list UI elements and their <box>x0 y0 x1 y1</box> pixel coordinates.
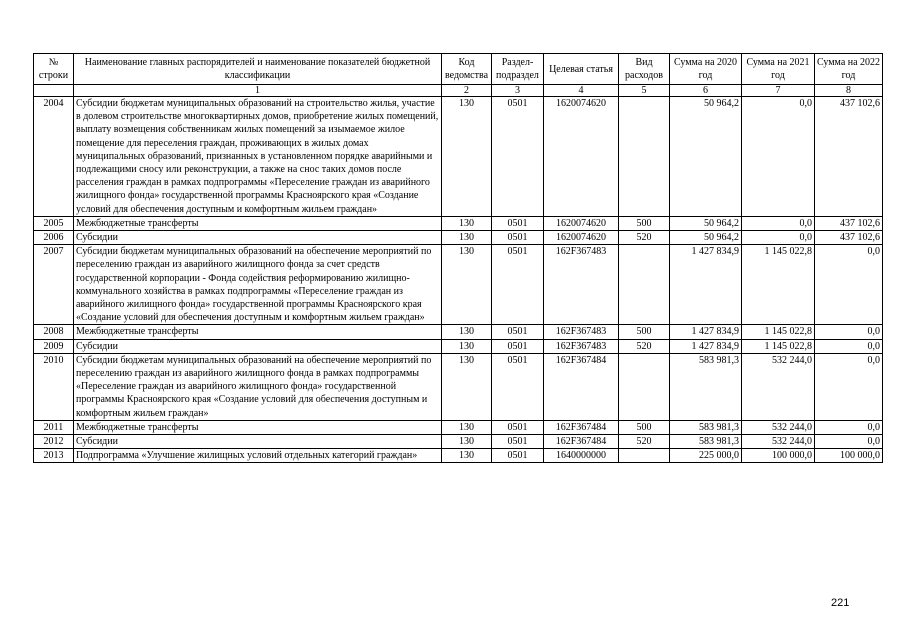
table-row <box>34 449 883 463</box>
table-row <box>34 435 883 449</box>
column-number: 4 <box>544 85 619 97</box>
table-row <box>34 216 883 230</box>
column-number: 5 <box>619 85 670 97</box>
row-dept-code: 130 <box>442 353 492 420</box>
row-sum-2020: 50 964,2 <box>670 97 742 217</box>
row-dept-code: 130 <box>442 245 492 325</box>
row-section: 0501 <box>492 435 544 449</box>
row-sum-2021: 1 145 022,8 <box>742 339 815 353</box>
row-target-article: 1620074620 <box>544 231 619 245</box>
row-target-article: 162F367484 <box>544 435 619 449</box>
row-sum-2021: 532 244,0 <box>742 353 815 420</box>
row-expense-type: 500 <box>619 216 670 230</box>
row-section: 0501 <box>492 420 544 434</box>
row-sum-2022: 0,0 <box>815 420 883 434</box>
column-number-row <box>34 85 883 97</box>
row-name: Субсидии <box>74 339 442 353</box>
row-dept-code: 130 <box>442 339 492 353</box>
header-target-article: Целевая статья <box>544 54 619 85</box>
row-number: 2007 <box>34 245 74 325</box>
row-sum-2022: 0,0 <box>815 353 883 420</box>
row-number: 2012 <box>34 435 74 449</box>
row-sum-2022: 100 000,0 <box>815 449 883 463</box>
row-section: 0501 <box>492 449 544 463</box>
table-row <box>34 353 883 420</box>
row-name: Подпрограмма «Улучшение жилищных условий отдельных категорий граждан» <box>74 449 442 463</box>
row-sum-2021: 1 145 022,8 <box>742 325 815 339</box>
table-row <box>34 231 883 245</box>
page-number: 221 <box>831 597 850 609</box>
row-sum-2021: 532 244,0 <box>742 435 815 449</box>
column-number: 7 <box>742 85 815 97</box>
row-number: 2010 <box>34 353 74 420</box>
header-dept-code: Код ведомства <box>442 54 492 85</box>
row-section: 0501 <box>492 216 544 230</box>
row-sum-2022: 437 102,6 <box>815 231 883 245</box>
row-target-article: 162F367483 <box>544 339 619 353</box>
table-row <box>34 339 883 353</box>
row-number: 2009 <box>34 339 74 353</box>
table-row <box>34 97 883 217</box>
row-target-article: 1640000000 <box>544 449 619 463</box>
row-section: 0501 <box>492 245 544 325</box>
row-sum-2021: 100 000,0 <box>742 449 815 463</box>
row-name: Межбюджетные трансферты <box>74 216 442 230</box>
column-number <box>34 85 74 97</box>
row-section: 0501 <box>492 353 544 420</box>
row-sum-2020: 1 427 834,9 <box>670 325 742 339</box>
row-expense-type: 520 <box>619 435 670 449</box>
header-sum-2021: Сумма на 2021 год <box>742 54 815 85</box>
row-sum-2021: 0,0 <box>742 216 815 230</box>
row-expense-type <box>619 353 670 420</box>
row-sum-2020: 1 427 834,9 <box>670 339 742 353</box>
table-row <box>34 245 883 325</box>
row-sum-2020: 583 981,3 <box>670 435 742 449</box>
row-dept-code: 130 <box>442 449 492 463</box>
row-sum-2021: 0,0 <box>742 231 815 245</box>
header-section: Раздел-подраздел <box>492 54 544 85</box>
row-number: 2004 <box>34 97 74 217</box>
column-number: 6 <box>670 85 742 97</box>
row-sum-2021: 532 244,0 <box>742 420 815 434</box>
column-number: 8 <box>815 85 883 97</box>
row-sum-2021: 1 145 022,8 <box>742 245 815 325</box>
header-row-no: № строки <box>34 54 74 85</box>
row-target-article: 1620074620 <box>544 216 619 230</box>
row-name: Субсидии <box>74 231 442 245</box>
column-number: 3 <box>492 85 544 97</box>
row-expense-type <box>619 97 670 217</box>
row-section: 0501 <box>492 97 544 217</box>
row-number: 2011 <box>34 420 74 434</box>
row-dept-code: 130 <box>442 325 492 339</box>
row-name: Субсидии <box>74 435 442 449</box>
row-expense-type <box>619 245 670 325</box>
row-dept-code: 130 <box>442 435 492 449</box>
row-section: 0501 <box>492 325 544 339</box>
row-number: 2005 <box>34 216 74 230</box>
row-name: Субсидии бюджетам муниципальных образований на обеспечение мероприятий по переселению граждан из аварийного жилищного фонда в рамках подпрограммы «Переселение граждан из аварийного жилищного фонда» государственной программы Красноярского края «Создание условий для обеспечения доступным и комфортным жильем граждан» <box>74 353 442 420</box>
row-dept-code: 130 <box>442 231 492 245</box>
header-name: Наименование главных распорядителей и наименование показателей бюджетной классификации <box>74 54 442 85</box>
column-number: 1 <box>74 85 442 97</box>
row-name: Межбюджетные трансферты <box>74 420 442 434</box>
row-dept-code: 130 <box>442 420 492 434</box>
row-sum-2022: 0,0 <box>815 339 883 353</box>
row-section: 0501 <box>492 231 544 245</box>
row-sum-2020: 1 427 834,9 <box>670 245 742 325</box>
row-target-article: 162F367484 <box>544 420 619 434</box>
row-name: Межбюджетные трансферты <box>74 325 442 339</box>
row-sum-2022: 0,0 <box>815 435 883 449</box>
row-name: Субсидии бюджетам муниципальных образований на строительство жилья, участие в долевом строительстве многоквартирных домов, приобретение жилых помещений, выплату возмещения собственникам жилых помещений за изымаемое жилое помещение для переселения граждан, проживающих в жилых домах муниципальных образований, признанных в установленном порядке аварийными и подлежащими сносу или реконструкции, а также на снос таких домов после расселения граждан в рамках подпрограммы «Переселение граждан из аварийного жилищного фонда» государственной программы Красноярского края «Создание условий для обеспечения доступным и комфортным жильем граждан» <box>74 97 442 217</box>
row-section: 0501 <box>492 339 544 353</box>
row-sum-2022: 0,0 <box>815 325 883 339</box>
row-sum-2020: 225 000,0 <box>670 449 742 463</box>
budget-table <box>33 53 883 463</box>
row-target-article: 162F367483 <box>544 245 619 325</box>
row-sum-2020: 50 964,2 <box>670 231 742 245</box>
column-number: 2 <box>442 85 492 97</box>
row-sum-2020: 583 981,3 <box>670 353 742 420</box>
row-number: 2006 <box>34 231 74 245</box>
row-number: 2008 <box>34 325 74 339</box>
row-name: Субсидии бюджетам муниципальных образований на обеспечение мероприятий по переселению граждан из аварийного жилищного фонда за счет средств государственной корпорации - Фонда содействия реформированию жилищно-коммунального хозяйства в рамках подпрограммы «Переселение граждан из аварийного жилищного фонда» государственной программы Красноярского края «Создание условий для обеспечения доступным и комфортным жильем граждан» <box>74 245 442 325</box>
row-expense-type: 520 <box>619 231 670 245</box>
row-number: 2013 <box>34 449 74 463</box>
header-sum-2020: Сумма на 2020 год <box>670 54 742 85</box>
row-target-article: 162F367484 <box>544 353 619 420</box>
header-row <box>34 54 883 85</box>
row-expense-type: 520 <box>619 339 670 353</box>
row-dept-code: 130 <box>442 97 492 217</box>
header-expense-type: Вид расходов <box>619 54 670 85</box>
row-target-article: 162F367483 <box>544 325 619 339</box>
table-row <box>34 325 883 339</box>
row-sum-2020: 583 981,3 <box>670 420 742 434</box>
row-sum-2022: 0,0 <box>815 245 883 325</box>
row-sum-2022: 437 102,6 <box>815 216 883 230</box>
row-dept-code: 130 <box>442 216 492 230</box>
row-sum-2022: 437 102,6 <box>815 97 883 217</box>
row-expense-type <box>619 449 670 463</box>
row-expense-type: 500 <box>619 420 670 434</box>
header-sum-2022: Сумма на 2022 год <box>815 54 883 85</box>
row-sum-2020: 50 964,2 <box>670 216 742 230</box>
row-target-article: 1620074620 <box>544 97 619 217</box>
row-expense-type: 500 <box>619 325 670 339</box>
table-row <box>34 420 883 434</box>
row-sum-2021: 0,0 <box>742 97 815 217</box>
